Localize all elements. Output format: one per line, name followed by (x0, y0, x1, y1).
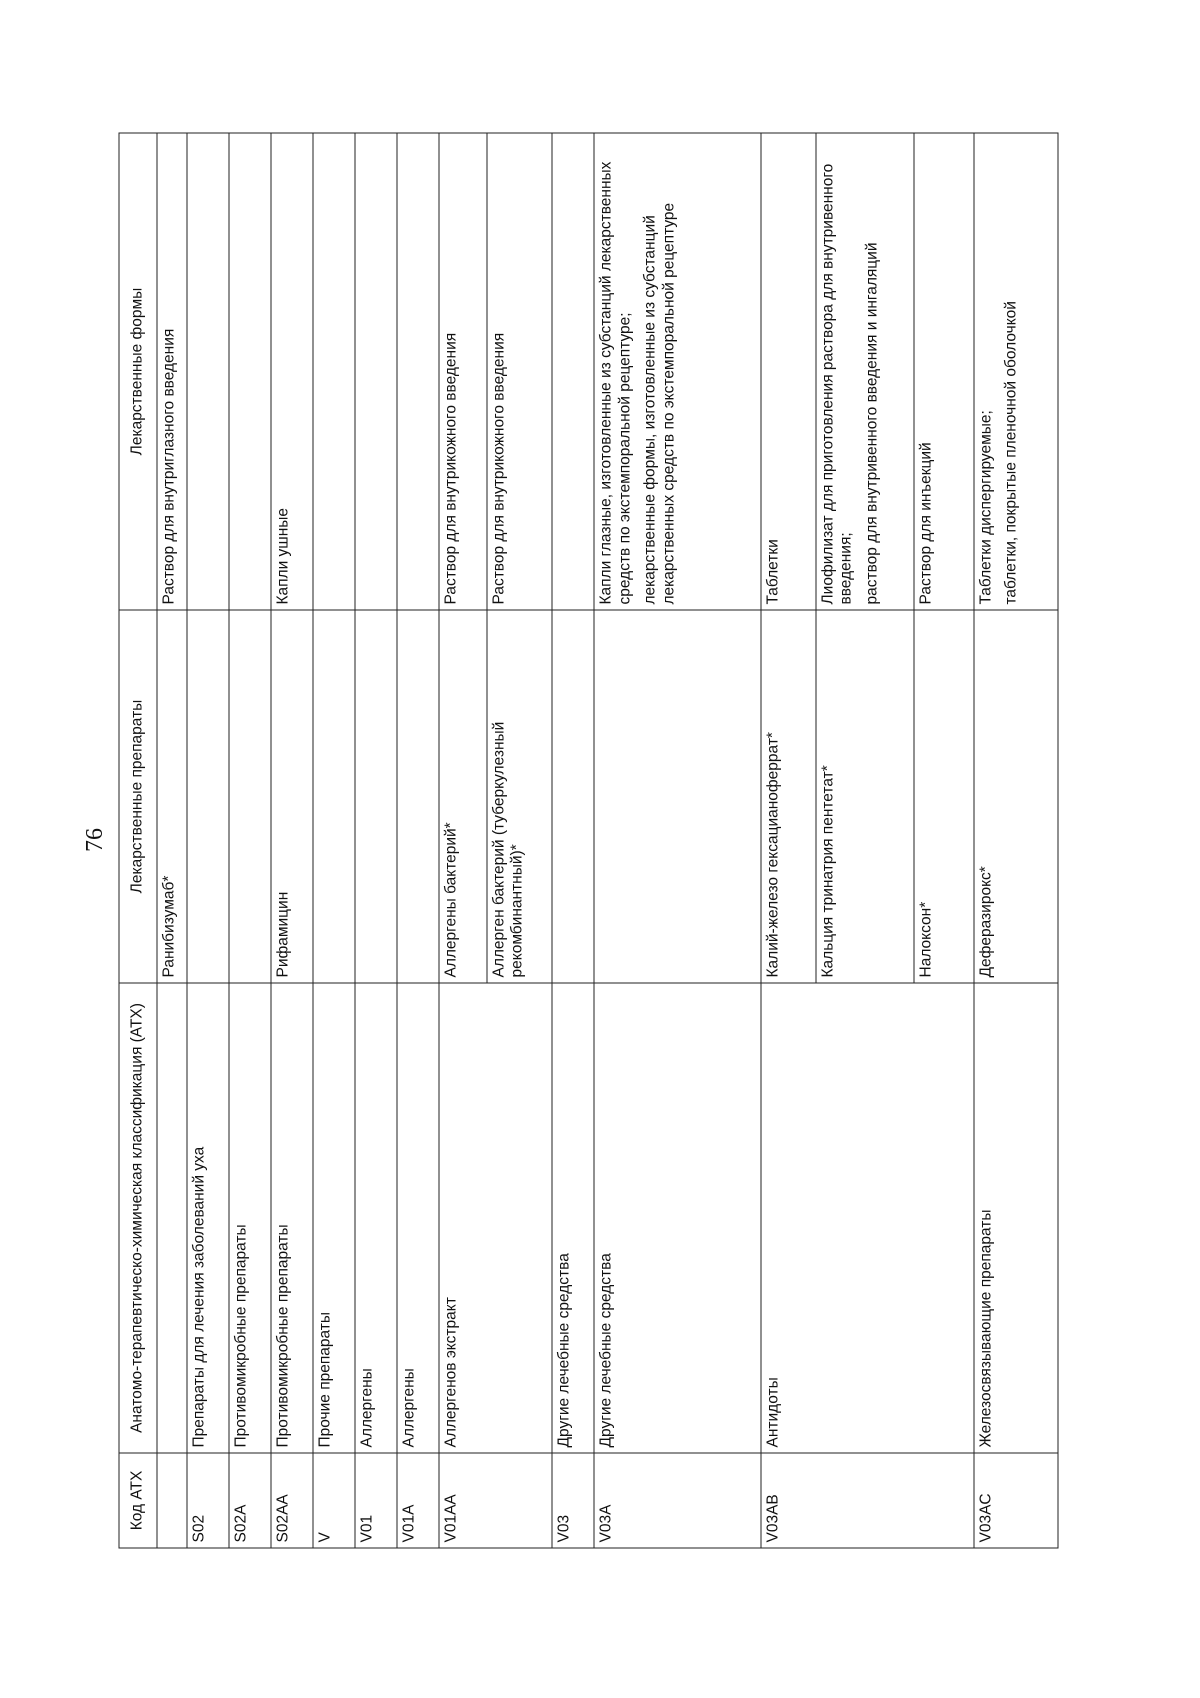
table-row (594, 133, 761, 1548)
row-code: V (313, 1453, 355, 1548)
table-row (313, 133, 355, 1548)
form-text: Капли глазные, изготовленные из субстанций лекарственных средств по экстемпоральной рецептуре; (597, 161, 634, 605)
row-forms (974, 133, 1058, 610)
row-forms (487, 133, 552, 610)
row-forms (439, 133, 486, 610)
row-code: V03AC (974, 1453, 1058, 1548)
row-classification: Железосвязывающие препараты (974, 983, 1058, 1453)
row-drug (552, 610, 594, 983)
table-row (229, 133, 271, 1548)
row-code: V03 (552, 1453, 594, 1548)
row-drug (594, 610, 761, 983)
table-row (187, 133, 229, 1548)
row-classification: Аллергены (397, 983, 439, 1453)
atx-table-wrapper (119, 134, 1059, 1549)
row-drug (313, 610, 355, 983)
form-text: Раствор для инъекций (917, 442, 935, 605)
row-code: V01AA (439, 1453, 552, 1548)
table-row (761, 133, 816, 1548)
form-text: Раствор для внутрикожного введения (442, 332, 460, 605)
form-text: Капли ушные (274, 507, 292, 605)
row-forms (355, 133, 397, 610)
row-drug (187, 610, 229, 983)
header-drugs: Лекарственные препараты (119, 610, 157, 983)
row-forms (594, 133, 761, 610)
row-classification: Препараты для лечения заболеваний уха (187, 983, 229, 1453)
row-code: S02AA (271, 1453, 313, 1548)
row-drug (397, 610, 439, 983)
row-classification: Противомикробные препараты (271, 983, 313, 1453)
row-code: V03A (594, 1453, 761, 1548)
row-classification: Аллергены (355, 983, 397, 1453)
row-classification: Аллергенов экстракт (439, 983, 552, 1453)
form-text: Раствор для внутрикожного введения (490, 332, 508, 605)
header-code: Код АТХ (119, 1453, 157, 1548)
row-code: V01A (397, 1453, 439, 1548)
row-drug (229, 610, 271, 983)
row-forms (157, 133, 187, 610)
row-classification (157, 983, 187, 1453)
row-forms (187, 133, 229, 610)
row-forms (313, 133, 355, 610)
row-forms (229, 133, 271, 610)
row-drug: Деферазирокс* (974, 610, 1058, 983)
table-row (552, 133, 594, 1548)
row-forms (552, 133, 594, 610)
row-drug: Ранибизумаб* (157, 610, 187, 983)
row-drug: Кальция тринатрия пентетат* (816, 610, 914, 983)
row-classification: Прочие препараты (313, 983, 355, 1453)
atx-table (119, 133, 1059, 1549)
form-text: таблетки, покрытые пленочной оболочкой (1002, 301, 1020, 605)
form-text: лекарственные формы, изготовленные из субстанций лекарственных средств по экстемпоральной рецептуре (641, 202, 678, 605)
row-drug: Налоксон* (914, 610, 974, 983)
row-drug: Рифамицин (271, 610, 313, 983)
table-row (157, 133, 187, 1548)
row-drug: Аллерген бактерий (туберкулезный рекомбинантный)* (487, 610, 552, 983)
table-row (271, 133, 313, 1548)
row-forms (271, 133, 313, 610)
row-forms (816, 133, 914, 610)
table-row (355, 133, 397, 1548)
table-header-row (119, 133, 157, 1548)
form-text: Лиофилизат для приготовления раствора для внутривенного введения; (819, 163, 855, 605)
form-text: Таблетки (764, 539, 782, 605)
table-row (439, 133, 486, 1548)
row-code: V03AB (761, 1453, 974, 1548)
row-drug: Аллергены бактерий* (439, 610, 486, 983)
row-classification: Антидоты (761, 983, 974, 1453)
row-code (157, 1453, 187, 1548)
row-forms (397, 133, 439, 610)
row-code: S02A (229, 1453, 271, 1548)
row-forms (761, 133, 816, 610)
form-text: Таблетки диспергируемые; (977, 410, 995, 605)
table-row (397, 133, 439, 1548)
row-code: S02 (187, 1453, 229, 1548)
row-drug: Калий-железо гексацианоферрат* (761, 610, 816, 983)
header-classification: Анатомо-терапевтическо-химическая классификация (АТХ) (119, 983, 157, 1453)
row-code: V01 (355, 1453, 397, 1548)
header-forms: Лекарственные формы (119, 133, 157, 610)
row-classification: Противомикробные препараты (229, 983, 271, 1453)
row-classification: Другие лечебные средства (552, 983, 594, 1453)
row-classification: Другие лечебные средства (594, 983, 761, 1453)
table-row (974, 133, 1058, 1548)
row-drug (355, 610, 397, 983)
page-number: 76 (82, 828, 108, 852)
row-forms (914, 133, 974, 610)
form-text: Раствор для внутриглазного введения (160, 328, 178, 605)
form-text: раствор для внутривенного введения и ингаляций (863, 242, 881, 605)
